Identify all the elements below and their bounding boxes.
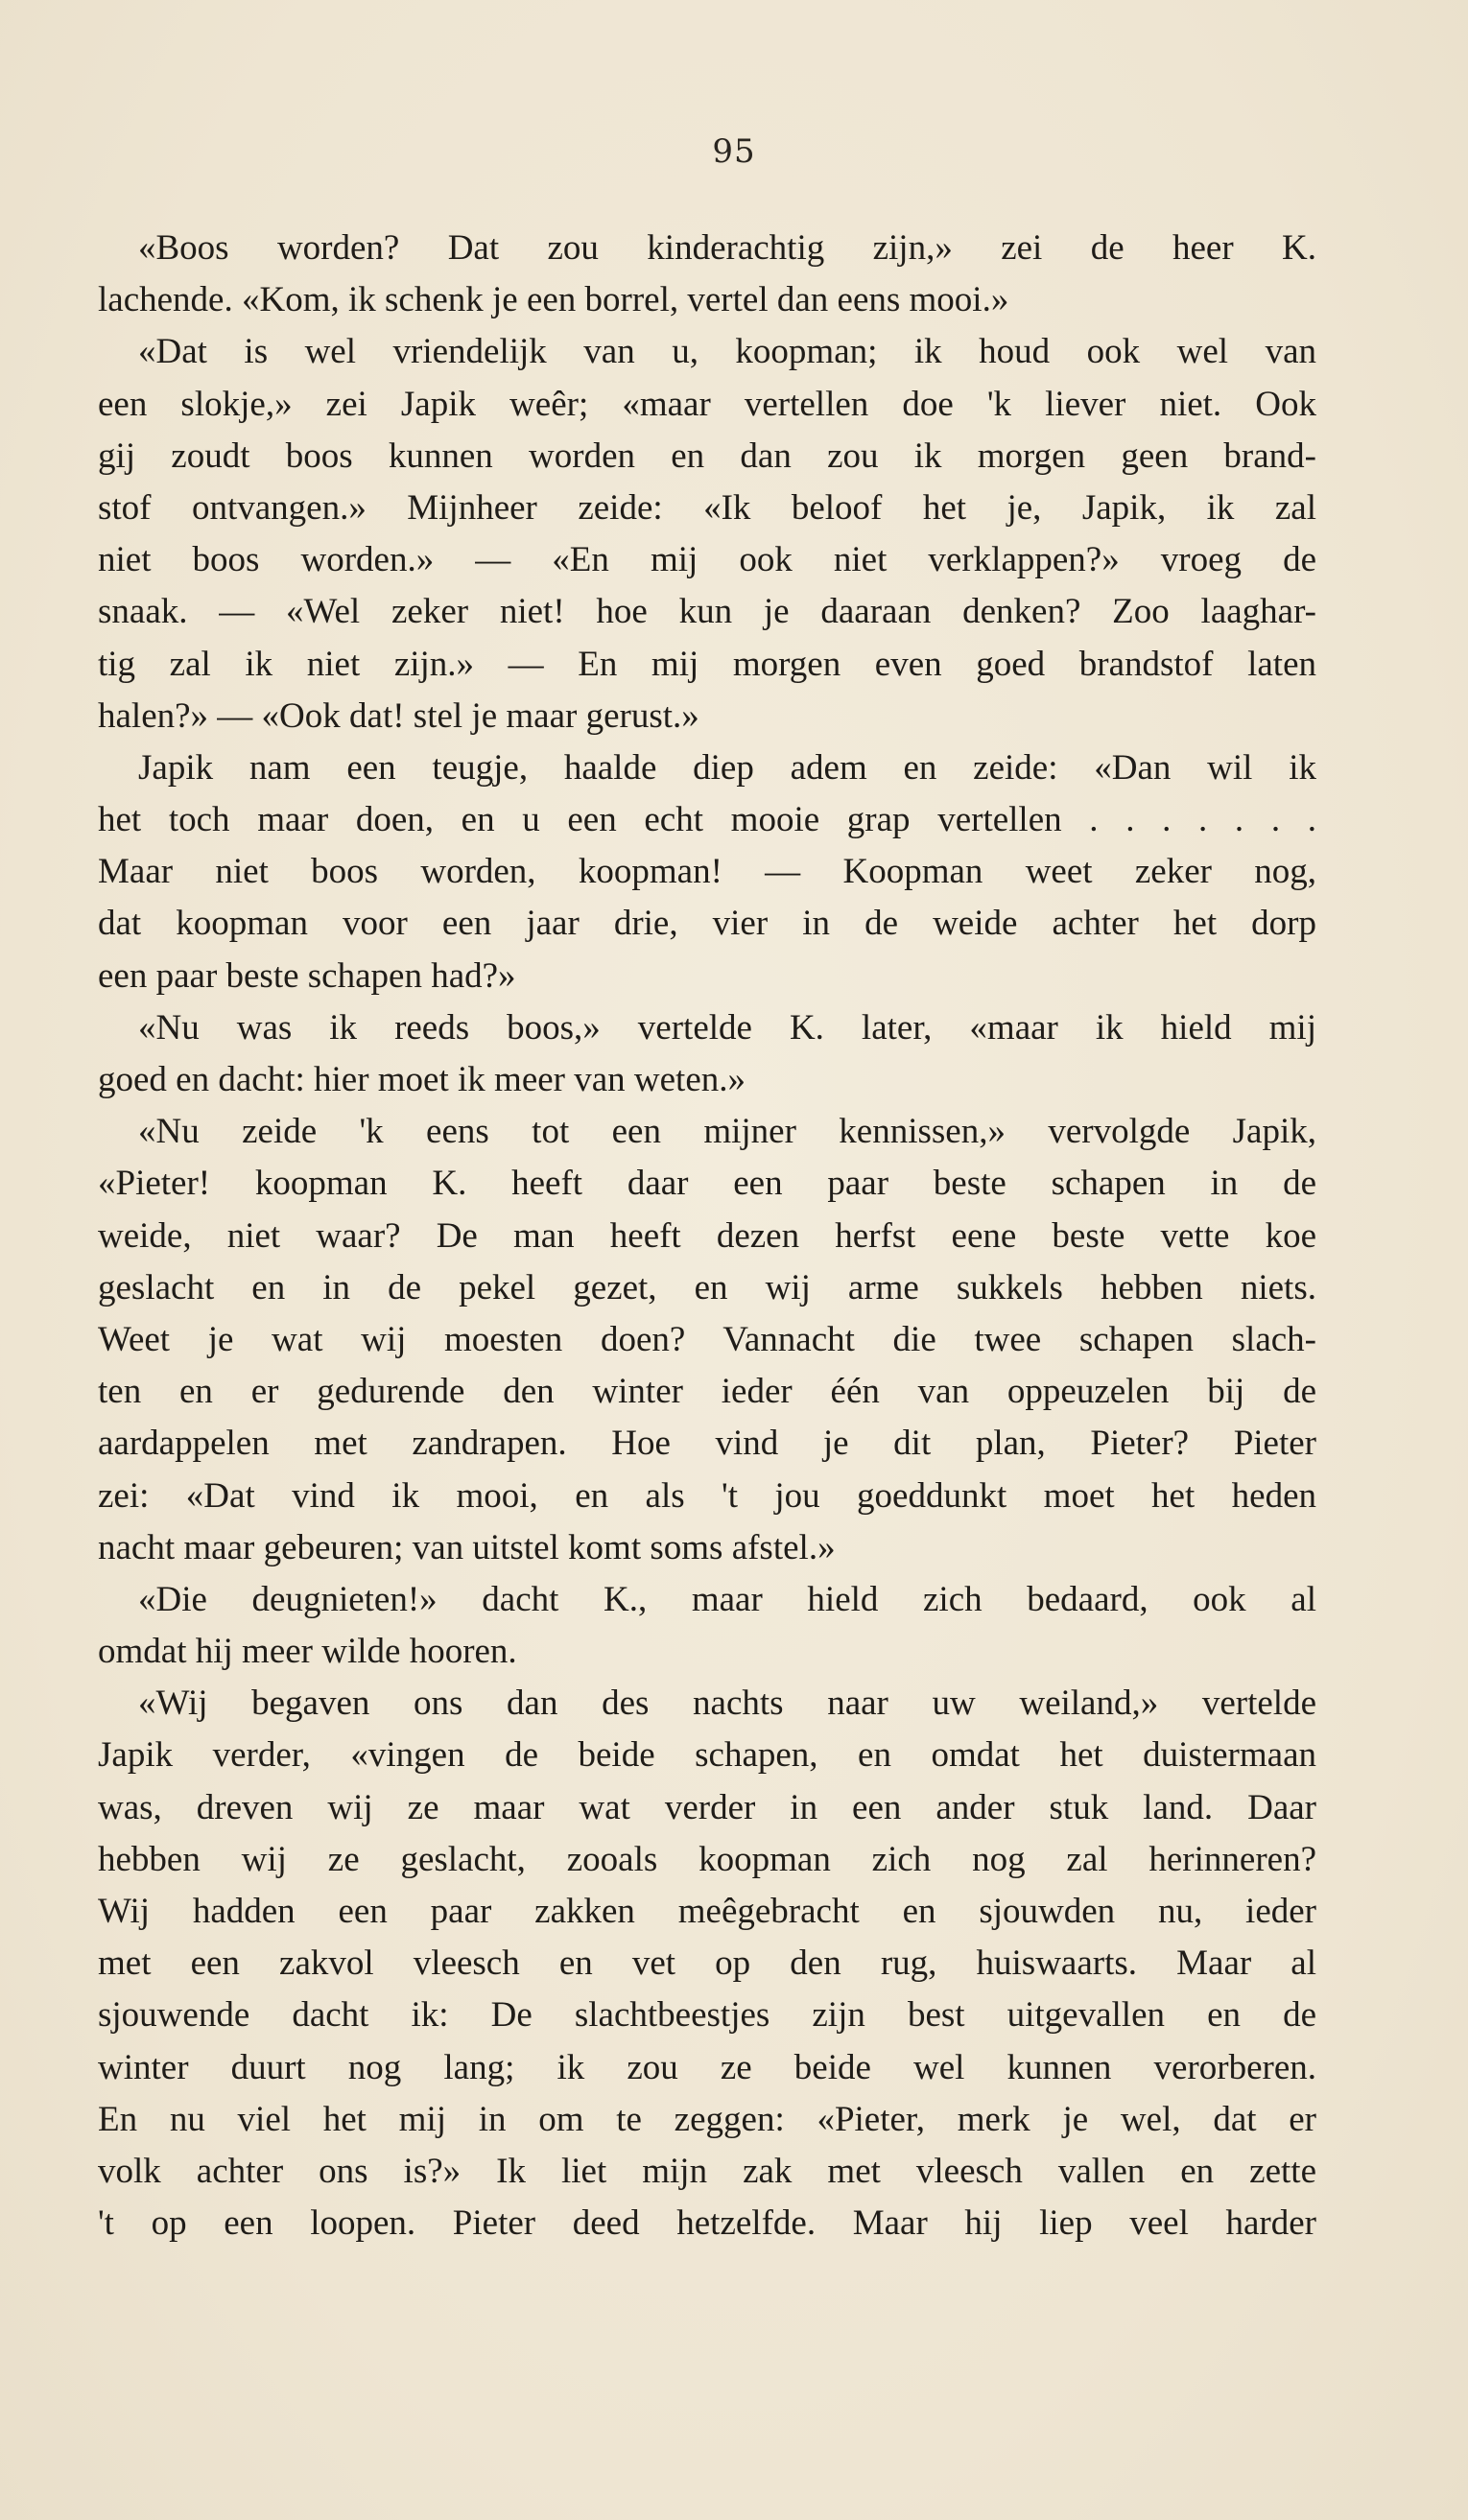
page-number: 95 xyxy=(712,132,756,171)
text-line: aardappelen met zandrapen. Hoe vind je dit plan, Pieter? Pieter xyxy=(98,1424,1316,1464)
text-line: tig zal ik niet zijn.» — En mij morgen even goed brandstof laten xyxy=(98,644,1316,684)
text-line: gij zoudt boos kunnen worden en dan zou ik morgen geen brand- xyxy=(98,436,1316,476)
text-line: 't op een loopen. Pieter deed hetzelfde. Maar hij liep veel harder xyxy=(98,2203,1316,2244)
text-line: geslacht en in de pekel gezet, en wij arme sukkels hebben niets. xyxy=(98,1267,1316,1307)
text-line: weide, niet waar? De man heeft dezen herfst eene beste vette koe xyxy=(98,1215,1316,1256)
text-line: zei: «Dat vind ik mooi, en als 't jou goeddunkt moet het heden xyxy=(98,1475,1316,1516)
text-line: «Die deugnieten!» dacht K., maar hield zich bedaard, ook al xyxy=(138,1579,1316,1619)
text-line: niet boos worden.» — «En mij ook niet verklappen?» vroeg de xyxy=(98,540,1316,580)
text-line: hebben wij ze geslacht, zooals koopman zich nog zal herinneren? xyxy=(98,1839,1316,1879)
text-line: «Dat is wel vriendelijk van u, koopman; ik houd ook wel van xyxy=(138,332,1316,372)
text-line: winter duurt nog lang; ik zou ze beide wel kunnen verorberen. xyxy=(98,2047,1316,2087)
body-text xyxy=(98,223,1316,2249)
text-line: «Wij begaven ons dan des nachts naar uw weiland,» vertelde xyxy=(138,1684,1316,1724)
text-line: En nu viel het mij in om te zeggen: «Pieter, merk je wel, dat er xyxy=(98,2099,1316,2139)
text-line: «Nu was ik reeds boos,» vertelde K. later, «maar ik hield mij xyxy=(138,1007,1316,1048)
text-line: Japik verder, «vingen de beide schapen, en omdat het duistermaan xyxy=(98,1735,1316,1776)
text-line: «Nu zeide 'k eens tot een mijner kennissen,» vervolgde Japik, xyxy=(138,1112,1316,1152)
text-line: was, dreven wij ze maar wat verder in een ander stuk land. Daar xyxy=(98,1787,1316,1827)
text-line: een paar beste schapen had?» xyxy=(98,955,516,996)
text-line: sjouwende dacht ik: De slachtbeestjes zijn best uitgevallen en de xyxy=(98,1995,1316,2036)
text-line: lachende. «Kom, ik schenk je een borrel, vertel dan eens mooi.» xyxy=(98,280,1009,320)
text-line: goed en dacht: hier moet ik meer van weten.» xyxy=(98,1060,746,1099)
text-line: dat koopman voor een jaar drie, vier in de weide achter het dorp xyxy=(98,904,1316,944)
text-line: Weet je wat wij moesten doen? Vannacht die twee schapen slach- xyxy=(98,1319,1316,1359)
text-line: met een zakvol vleesch en vet op den rug, huiswaarts. Maar al xyxy=(98,1943,1316,1984)
text-line: een slokje,» zei Japik weêr; «maar vertellen doe 'k liever niet. Ook xyxy=(98,384,1316,424)
text-line: snaak. — «Wel zeker niet! hoe kun je daaraan denken? Zoo laaghar- xyxy=(98,592,1316,632)
text-line: stof ontvangen.» Mijnheer zeide: «Ik beloof het je, Japik, ik zal xyxy=(98,487,1316,528)
text-line: Maar niet boos worden, koopman! — Koopman weet zeker nog, xyxy=(98,852,1316,892)
text-line: volk achter ons is?» Ik liet mijn zak met vleesch vallen en zette xyxy=(98,2151,1316,2191)
text-line: Japik nam een teugje, haalde diep adem en zeide: «Dan wil ik xyxy=(138,747,1316,788)
text-line: halen?» — «Ook dat! stel je maar gerust.» xyxy=(98,695,699,736)
text-line: «Boos worden? Dat zou kinderachtig zijn,» zei de heer K. xyxy=(138,228,1316,268)
text-line: het toch maar doen, en u een echt mooie grap vertellen . . . . . . . xyxy=(98,800,1316,840)
text-line: nacht maar gebeuren; van uitstel komt soms afstel.» xyxy=(98,1527,836,1567)
text-line: «Pieter! koopman K. heeft daar een paar beste schapen in de xyxy=(98,1164,1316,1204)
text-line: omdat hij meer wilde hooren. xyxy=(98,1632,517,1672)
text-line: Wij hadden een paar zakken meêgebracht en sjouwden nu, ieder xyxy=(98,1892,1316,1931)
text-line: ten en er gedurende den winter ieder één van oppeuzelen bij de xyxy=(98,1372,1316,1412)
